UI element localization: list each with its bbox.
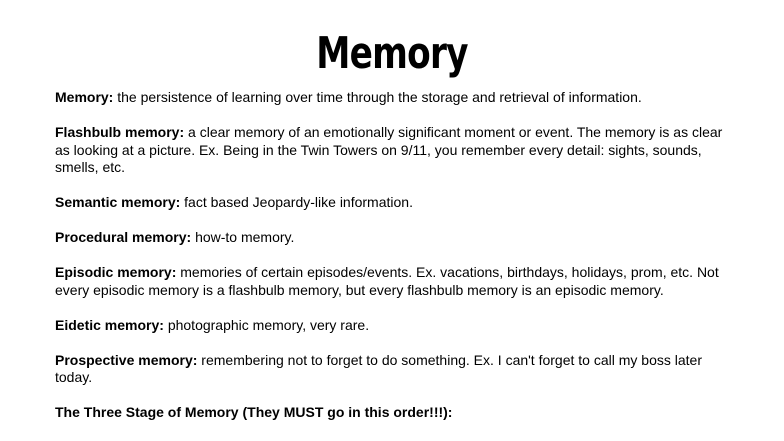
definition-prospective-memory <box>55 352 735 387</box>
term-definition: how-to memory. <box>195 229 295 245</box>
term-label: Memory: <box>55 89 114 105</box>
term-label: Eidetic memory: <box>55 316 164 333</box>
term-definition: fact based Jeopardy-like information. <box>184 194 413 210</box>
term-label: Episodic memory: <box>55 264 177 280</box>
definition-procedural-memory <box>55 229 735 247</box>
definition-semantic-memory <box>55 194 735 212</box>
term-definition: photographic memory, very rare. <box>167 316 370 333</box>
definitions-list <box>55 89 735 422</box>
term-definition: the persistence of learning over time through the storage and retrieval of information. <box>117 89 642 105</box>
page-title: Memory <box>316 28 468 79</box>
term-definition: remembering not to forget to do something. Ex. I can't forget to call my boss later today. <box>55 351 702 385</box>
term-label: Procedural memory: <box>55 229 192 245</box>
term-label: Semantic memory: <box>55 194 181 210</box>
term-label: Prospective memory: <box>55 351 198 368</box>
definition-memory <box>55 89 735 107</box>
definition-episodic-memory <box>55 264 735 299</box>
term-definition: memories of certain episodes/events. Ex. vacations, birthdays, holidays, prom, etc. Not every episodic memory is a flashbulb memory, but every flashbulb memory is an episodic memory. <box>55 264 719 298</box>
section-heading: The Three Stage of Memory (They MUST go in this order!!!): <box>55 404 453 420</box>
definition-eidetic-memory <box>55 317 735 335</box>
term-definition: a clear memory of an emotionally significant moment or event. The memory is as clear as looking at a picture. Ex. Being in the Twin Towers on 9/11, you remember every detail: sights, sounds, smells, etc. <box>55 124 723 175</box>
definition-flashbulb-memory <box>55 124 735 177</box>
term-label: Flashbulb memory: <box>55 124 185 140</box>
